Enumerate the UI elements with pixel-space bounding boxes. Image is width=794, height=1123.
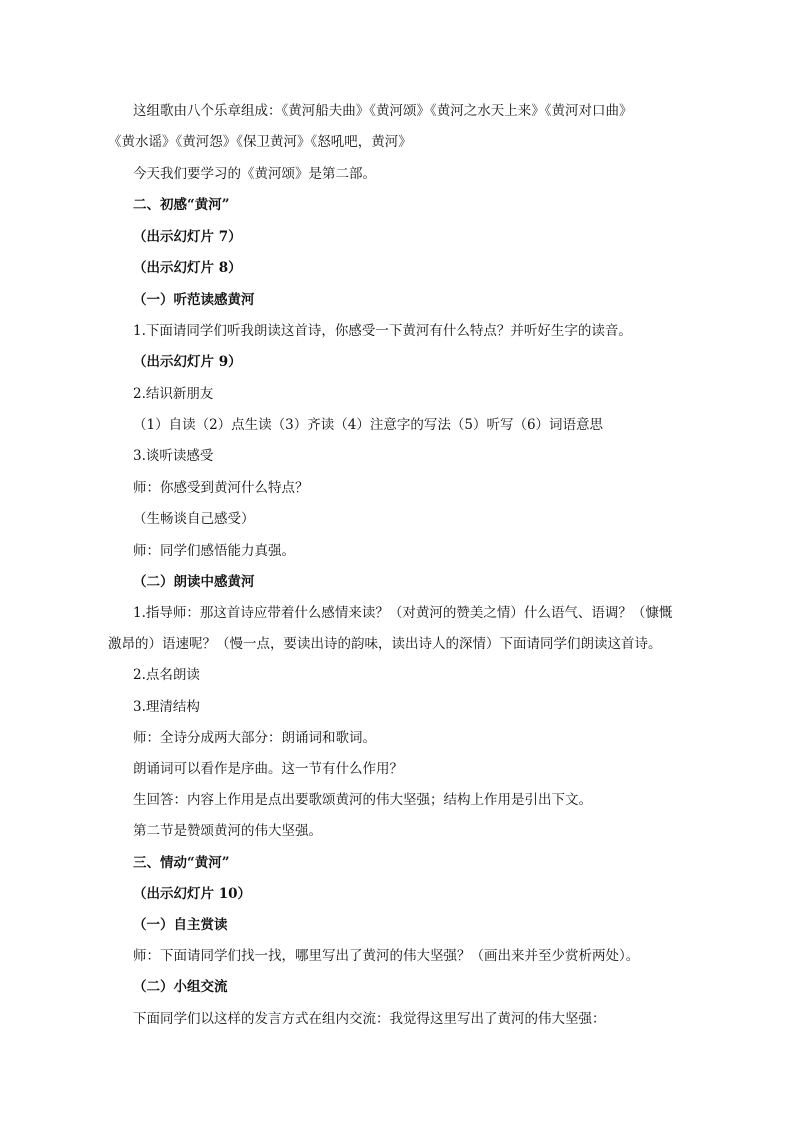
paragraph-line: 生回答：内容上作用是点出要歌颂黄河的伟大坚强；结构上作用是引出下文。 bbox=[133, 792, 592, 808]
paragraph-line: 朗诵词可以看作是序曲。这一节有什么作用？ bbox=[133, 761, 403, 777]
subsection-heading: （二）小组交流 bbox=[133, 979, 228, 995]
paragraph-line: 《黄水谣》《黄河怨》《保卫黄河》《怒吼吧，黄河》 bbox=[108, 134, 412, 150]
paragraph-line: 3.理清结构 bbox=[133, 699, 200, 715]
paragraph-line: 第二节是赞颂黄河的伟大坚强。 bbox=[133, 823, 322, 839]
paragraph-line: 今天我们要学习的《黄河颂》是第二部。 bbox=[133, 166, 376, 182]
paragraph-line: 师：全诗分成两大部分：朗诵词和歌词。 bbox=[133, 730, 376, 746]
subsection-heading: （一）听范读感黄河 bbox=[133, 292, 255, 308]
paragraph-line: 下面同学们以这样的发言方式在组内交流：我觉得这里写出了黄河的伟大坚强： bbox=[133, 1011, 606, 1027]
paragraph-line: （生畅谈自己感受） bbox=[133, 511, 255, 527]
section-heading: 二、初感“黄河” bbox=[133, 197, 230, 213]
paragraph-line: 师：下面请同学们找一找，哪里写出了黄河的伟大坚强？（画出来并至少赏析两处）。 bbox=[133, 948, 640, 964]
paragraph-line: 2.结识新朋友 bbox=[133, 386, 214, 402]
slide-note: （出示幻灯片 7） bbox=[133, 229, 242, 245]
paragraph-line: 1.下面请同学们听我朗读这首诗，你感受一下黄河有什么特点？并听好生字的读音。 bbox=[133, 323, 632, 339]
paragraph-line: 1.指导师：那这首诗应带着什么感情来读？（对黄河的赞美之情）什么语气、语调？（慷慨 bbox=[133, 605, 673, 621]
paragraph-line: （1）自读（2）点生读（3）齐读（4）注意字的写法（5）听写（6）词语意思 bbox=[133, 417, 604, 433]
slide-note: （出示幻灯片 9） bbox=[133, 354, 242, 370]
paragraph-line: 师：同学们感悟能力真强。 bbox=[133, 543, 295, 559]
slide-note: （出示幻灯片 8） bbox=[133, 260, 242, 276]
paragraph-line: 师：你感受到黄河什么特点？ bbox=[133, 480, 309, 496]
paragraph-line: 这组歌由八个乐章组成：《黄河船夫曲》《黄河颂》《黄河之水天上来》《黄河对口曲》 bbox=[133, 103, 633, 119]
subsection-heading: （一）自主赏读 bbox=[133, 917, 228, 933]
section-heading: 三、情动“黄河” bbox=[133, 855, 230, 871]
slide-note: （出示幻灯片 10） bbox=[133, 886, 251, 902]
paragraph-line: 2.点名朗读 bbox=[133, 667, 200, 683]
subsection-heading: （二）朗读中感黄河 bbox=[133, 574, 255, 590]
paragraph-line: 3.谈听读感受 bbox=[133, 448, 214, 464]
paragraph-line: 激昂的）语速呢？（慢一点，要读出诗的韵味，读出诗人的深情）下面请同学们朗读这首诗。 bbox=[108, 636, 662, 652]
